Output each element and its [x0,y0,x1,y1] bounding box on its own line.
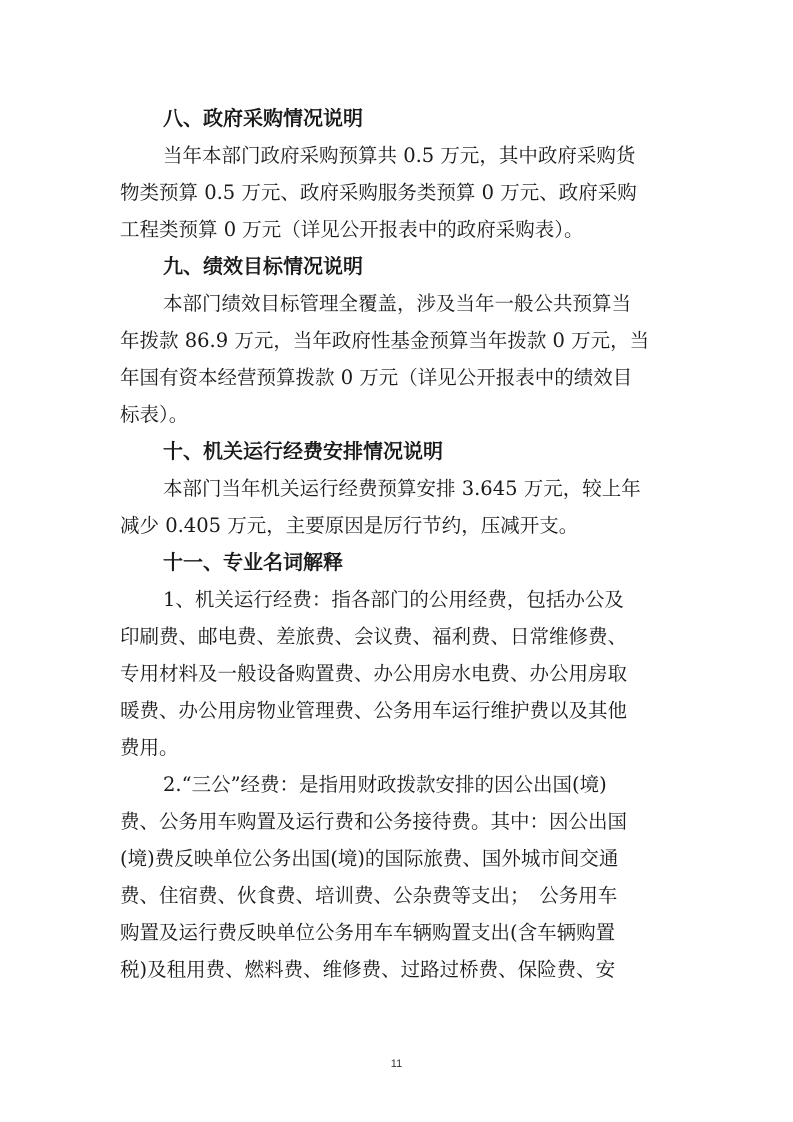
text-line: 物类预算 0.5 万元、政府采购服务类预算 0 万元、政府采购 [120,181,637,204]
text-line: 暖费、办公用房物业管理费、公务用车运行维护费以及其他 [120,699,628,722]
text-line: 购置及运行费反映单位公务用车车辆购置支出(含车辆购置 [120,921,616,944]
section-9 [120,248,685,433]
section-heading: 十一、专业名词解释 [163,550,343,574]
text-line: 减少 0.405 万元，主要原因是厉行节约，压减开支。 [120,514,579,537]
text-line: 费、住宿费、伙食费、培训费、公杂费等支出； 公务用车 [120,884,618,907]
page-number: 11 [390,1058,403,1070]
section-heading: 十、机关运行经费安排情况说明 [163,439,443,463]
text-line: 专用材料及一般设备购置费、办公用房水电费、办公用房取 [120,662,628,685]
text-line: 年国有资本经营预算拨款 0 万元（详见公开报表中的绩效目 [120,366,633,389]
text-line: 费用。 [120,736,179,759]
text-line: 年拨款 86.9 万元，当年政府性基金预算当年拨款 0 万元，当 [120,329,650,352]
document-body [120,100,685,988]
section-heading: 九、绩效目标情况说明 [163,254,363,278]
section-10 [120,433,685,544]
text-line: 2.“三公”经费：是指用财政拨款安排的因公出国(境) [163,773,607,796]
paragraph [120,766,685,988]
text-line: 标表）。 [120,403,189,426]
text-line: 税)及租用费、燃料费、维修费、过路过桥费、保险费、安 [120,958,616,981]
text-line: 当年本部门政府采购预算共 0.5 万元，其中政府采购货 [163,144,636,167]
section-11 [120,544,685,988]
text-line: 印刷费、邮电费、差旅费、会议费、福利费、日常维修费、 [120,625,628,648]
paragraph [120,470,685,544]
text-line: (境)费反映单位公务出国(境)的国际旅费、国外城市间交通 [120,847,619,870]
text-line: 费、公务用车购置及运行费和公务接待费。其中：因公出国 [120,810,628,833]
section-heading: 八、政府采购情况说明 [163,106,363,130]
paragraph [120,581,685,766]
section-8 [120,100,685,248]
text-line: 本部门绩效目标管理全覆盖，涉及当年一般公共预算当 [163,292,632,315]
text-line: 工程类预算 0 万元（详见公开报表中的政府采购表）。 [120,218,584,241]
text-line: 1、机关运行经费：指各部门的公用经费，包括办公及 [163,588,624,611]
paragraph [120,285,685,433]
text-line: 本部门当年机关运行经费预算安排 3.645 万元，较上年 [163,477,641,500]
paragraph [120,137,685,248]
